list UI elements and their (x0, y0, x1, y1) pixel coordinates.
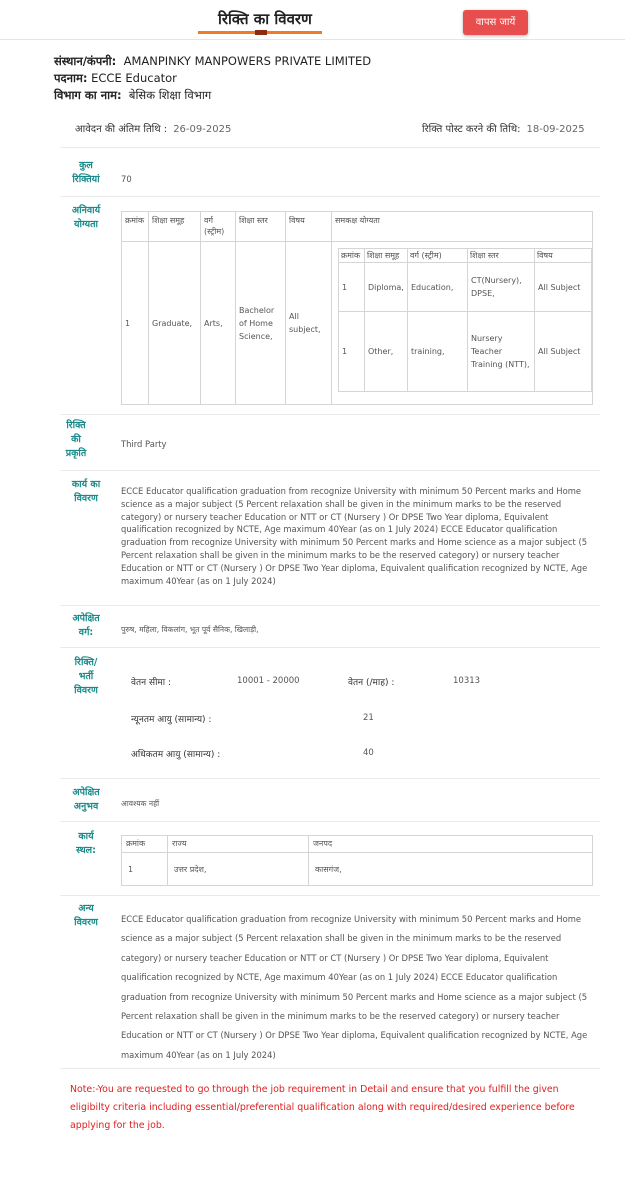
company-name: AMANPINKY MANPOWERS PRIVATE LIMITED (123, 54, 372, 68)
post-label: पदनाम: (54, 71, 88, 85)
qualification-table (121, 211, 593, 405)
experience-label (55, 786, 117, 814)
vacancies-label-line: रिक्तियां (72, 174, 100, 185)
location-label-line: स्थल: (76, 845, 96, 856)
text-line: category) or nursery teacher Education or NTT or CT (Nursery ) Or DPSE Two Year diploma, Equivalent (121, 952, 549, 963)
table-cell: All Subject (535, 312, 592, 392)
other-label-line: विवरण (74, 917, 98, 928)
table-cell: Diploma, (365, 263, 408, 312)
other-details (121, 910, 593, 1065)
min-age-value: 21 (363, 713, 374, 723)
text-line: category) or nursery teacher Education or NTT or CT (Nursery ) Or DPSE Two Year diploma, Equivalent (121, 511, 549, 522)
divider (60, 821, 600, 822)
job-description (121, 485, 601, 587)
qualification-label (55, 204, 117, 232)
table-cell: Graduate, (149, 242, 201, 405)
divider (60, 1068, 600, 1069)
note-line: Note:-You are requested to go through the job requirement in Detail and ensure that you fulfill the given (70, 1084, 559, 1095)
nature-value: Third Party (121, 439, 167, 449)
post-date (422, 121, 585, 135)
post-date-value: 18-09-2025 (526, 124, 585, 135)
table-cell: All Subject (535, 263, 592, 312)
recruitment-label-line: रिक्ति/ (74, 657, 98, 668)
table-cell: Nursery Teacher Training (NTT), (468, 312, 535, 392)
last-date (75, 121, 231, 135)
location-label (55, 830, 117, 858)
text-line: graduation from recognize University with minimum 50 Percent marks and Home science as a major subject (5 (121, 537, 588, 548)
table-cell: 1 (122, 853, 168, 886)
table-cell: 1 (122, 242, 149, 405)
table-header: वर्ग (स्ट्रीम) (408, 249, 468, 263)
table-row (339, 263, 592, 312)
equivalent-cell (332, 242, 593, 405)
salary-range-label: वेतन सीमा : (131, 678, 172, 688)
page-title: रिक्ति का विवरण (218, 10, 312, 28)
text-line: maximum 40Year (as on 1 July 2024) (121, 1049, 276, 1060)
divider (60, 605, 600, 606)
text-line: Percent relaxation shall be given in the minimum marks to be the reserved category) or nursery teacher (121, 1011, 560, 1022)
experience-value: आवश्यक नहीं (121, 799, 160, 808)
company-label: संस्थान/कंपनी: (54, 54, 117, 68)
category-label-line: वर्ग: (78, 627, 94, 638)
last-date-value: 26-09-2025 (173, 124, 232, 135)
table-header-row (122, 212, 593, 242)
experience-label-line: अनुभव (73, 801, 99, 812)
table-header: शिक्षा समूह (149, 212, 201, 242)
max-age-label: अधिकतम आयु (सामान्य) : (131, 750, 221, 760)
table-cell: All subject, (286, 242, 332, 405)
other-label (55, 902, 117, 930)
qualification-label-line: अनिवार्य (71, 205, 101, 216)
post-date-label: रिक्ति पोस्ट करने की तिथि: (422, 124, 521, 135)
text-line: science as a major subject (5 Percent relaxation shall be given in the minimum marks to be the reserved (121, 933, 562, 944)
table-header: विषय (535, 249, 592, 263)
eligibility-note (70, 1081, 592, 1135)
vacancies-value: 70 (121, 174, 132, 184)
note-line: applying for the job. (70, 1120, 165, 1131)
table-header: शिक्षा समूह (365, 249, 408, 263)
nature-label-line: रिक्ति (66, 420, 86, 431)
location-label-line: कार्य (78, 831, 94, 842)
table-header: क्रमांक (122, 836, 168, 853)
vacancies-label (55, 159, 117, 187)
table-header: राज्य (168, 836, 309, 853)
header-bar (0, 0, 625, 40)
table-cell: Bachelor of Home Science, (236, 242, 286, 405)
category-label-line: अपेक्षित (72, 613, 100, 624)
text-line: Education or NTT or CT (Nursery ) Or DPSE Two Year diploma, Equivalent qualification recognized by NCTE, Age (121, 1030, 588, 1041)
back-button[interactable]: वापस जायें (463, 10, 528, 35)
location-table (121, 835, 593, 886)
divider (60, 895, 600, 896)
qualification-label-line: योग्यता (73, 219, 99, 230)
table-cell: training, (408, 312, 468, 392)
text-line: ECCE Educator qualification graduation from recognize University with minimum 50 Percent marks and Home (121, 914, 582, 924)
salary-pay-value: 10313 (453, 676, 481, 686)
nature-label-line: की (71, 434, 81, 445)
text-line: ECCE Educator qualification graduation from recognize University with minimum 50 Percent marks and Home (121, 486, 582, 496)
job-desc-label-line: विवरण (74, 493, 98, 504)
divider (60, 647, 600, 648)
table-cell: Arts, (201, 242, 236, 405)
table-header: क्रमांक (339, 249, 365, 263)
recruitment-label-line: भर्ती (78, 671, 94, 682)
table-row (339, 312, 592, 392)
table-header-row (122, 836, 593, 853)
text-line: Education or NTT or CT (Nursery ) Or DPSE Two Year diploma, Equivalent qualification recognized by NCTE, Age (121, 562, 588, 573)
vacancies-label-line: कुल (79, 160, 93, 171)
dept-label: विभाग का नाम: (54, 88, 122, 102)
table-cell: कासगंज, (309, 853, 593, 886)
table-header: समकक्ष योग्यता (332, 212, 593, 242)
nature-label (45, 419, 107, 461)
table-row (122, 853, 593, 886)
table-header: शिक्षा स्तर (236, 212, 286, 242)
recruitment-label-line: विवरण (74, 685, 98, 696)
last-date-label: आवेदन की अंतिम तिथि : (75, 124, 168, 135)
table-header: क्रमांक (122, 212, 149, 242)
note-line: eligibilty criteria including essential/preferential qualification along with required/desired experience before (70, 1102, 575, 1113)
dept-name: बेसिक शिक्षा विभाग (128, 88, 212, 102)
table-cell: उत्तर प्रदेश, (168, 853, 309, 886)
category-label (55, 612, 117, 640)
post-name: ECCE Educator (91, 71, 177, 85)
table-row (122, 242, 593, 405)
table-header-row (339, 249, 592, 263)
table-header: वर्ग (स्ट्रीम) (201, 212, 236, 242)
text-line: science as a major subject (5 Percent relaxation shall be given in the minimum marks to be the reserved (121, 498, 562, 509)
table-cell: Education, (408, 263, 468, 312)
divider (60, 778, 600, 779)
text-line: graduation from recognize University with minimum 50 Percent marks and Home science as a major subject (5 (121, 991, 588, 1002)
min-age-label: न्यूनतम आयु (सामान्य) : (131, 715, 212, 725)
table-header: विषय (286, 212, 332, 242)
job-desc-label-line: कार्य का (71, 479, 101, 490)
equivalent-table (338, 248, 592, 392)
table-header: जनपद (309, 836, 593, 853)
nature-label-line: प्रकृति (65, 448, 87, 459)
category-value: पुरुष, महिला, विकलांग, भूत पूर्व सैनिक, खिलाड़ी, (121, 625, 259, 634)
table-cell: CT(Nursery), DPSE, (468, 263, 535, 312)
other-label-line: अन्य (78, 903, 94, 914)
text-line: maximum 40Year (as on 1 July 2024) (121, 575, 276, 586)
salary-range-value: 10001 - 20000 (237, 676, 300, 686)
divider (60, 147, 600, 148)
job-desc-label (55, 478, 117, 506)
company-line (54, 54, 371, 69)
recruitment-label (55, 656, 117, 698)
table-cell: 1 (339, 312, 365, 392)
divider (60, 414, 600, 415)
divider (60, 196, 600, 197)
table-cell: Other, (365, 312, 408, 392)
table-cell: 1 (339, 263, 365, 312)
text-line: qualification recognized by NCTE, Age maximum 40Year (as on 1 July 2024) ECCE Educator qualification (121, 524, 558, 535)
salary-pay-label: वेतन (/माह) : (348, 678, 395, 688)
table-header: शिक्षा स्तर (468, 249, 535, 263)
title-underline-mark (255, 30, 267, 35)
post-line (54, 71, 177, 86)
experience-label-line: अपेक्षित (72, 787, 100, 798)
divider (60, 470, 600, 471)
text-line: Percent relaxation shall be given in the minimum marks to be the reserved category) or nursery teacher (121, 549, 560, 560)
max-age-value: 40 (363, 748, 374, 758)
dept-line (54, 88, 211, 103)
text-line: qualification recognized by NCTE, Age maximum 40Year (as on 1 July 2024) ECCE Educator qualification (121, 972, 558, 983)
